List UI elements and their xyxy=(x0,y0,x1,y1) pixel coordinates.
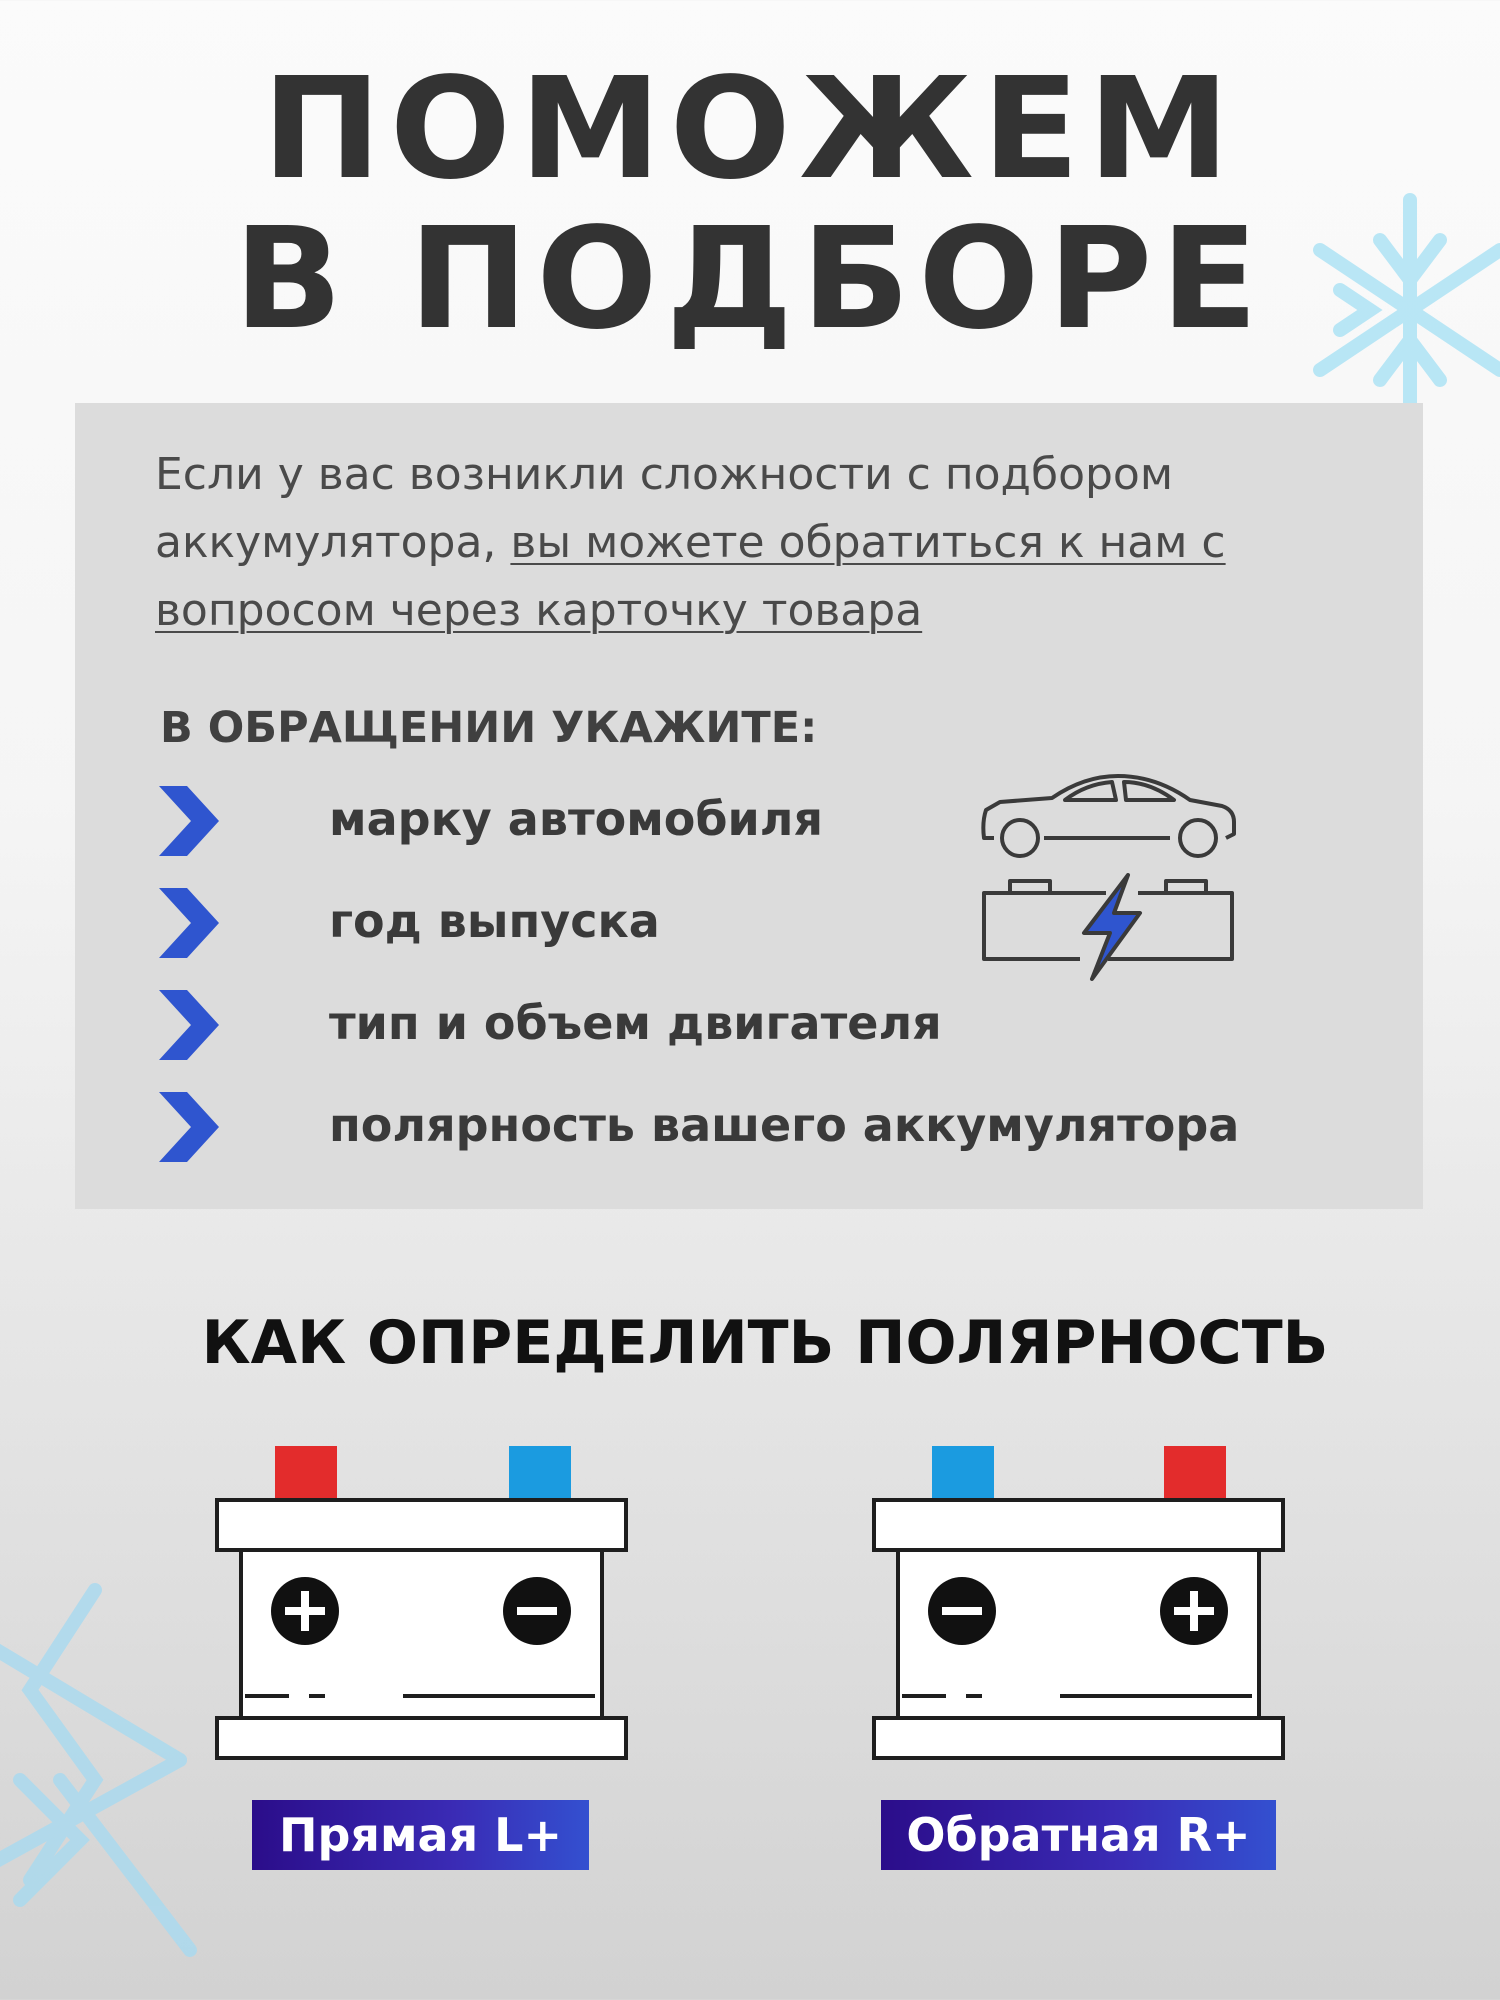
headline-line-1: ПОМОЖЕМ xyxy=(262,48,1238,211)
list-item-label: год выпуска xyxy=(329,894,660,948)
list-item-label: полярность вашего аккумулятора xyxy=(329,1098,1240,1152)
reverse-polarity-badge: Обратная R+ xyxy=(881,1800,1276,1870)
chevron-right-icon xyxy=(159,1092,219,1162)
minus-icon xyxy=(928,1577,996,1645)
minus-icon xyxy=(503,1577,571,1645)
chevron-right-icon xyxy=(159,990,219,1060)
intro-text xyxy=(155,441,1355,645)
snowflake-icon xyxy=(0,1580,210,1960)
plus-icon xyxy=(1160,1577,1228,1645)
chevron-right-icon xyxy=(159,888,219,958)
contact-link[interactable]: вы можете обратиться к нам с вопросом через карточку товара xyxy=(155,517,1226,636)
polarity-title: КАК ОПРЕДЕЛИТЬ ПОЛЯРНОСТЬ xyxy=(201,1308,1329,1378)
list-item-label: тип и объем двигателя xyxy=(329,996,942,1050)
info-panel xyxy=(75,403,1423,1209)
list-item-label: марку автомобиля xyxy=(329,792,823,846)
direct-polarity-badge: Прямая L+ xyxy=(252,1800,589,1870)
plus-icon xyxy=(271,1577,339,1645)
checklist-heading: В ОБРАЩЕНИИ УКАЖИТЕ: xyxy=(160,703,818,753)
car-icon xyxy=(980,768,1240,858)
battery-direct-illustration xyxy=(215,1444,630,1774)
battery-reverse-illustration xyxy=(872,1444,1287,1774)
battery-charge-icon xyxy=(980,873,1240,983)
chevron-right-icon xyxy=(159,786,219,856)
intro-plain-text: Если у вас возникли сложности с подбором аккумулятора, xyxy=(155,449,1174,568)
headline-line-2: В ПОДБОРЕ xyxy=(233,198,1267,361)
